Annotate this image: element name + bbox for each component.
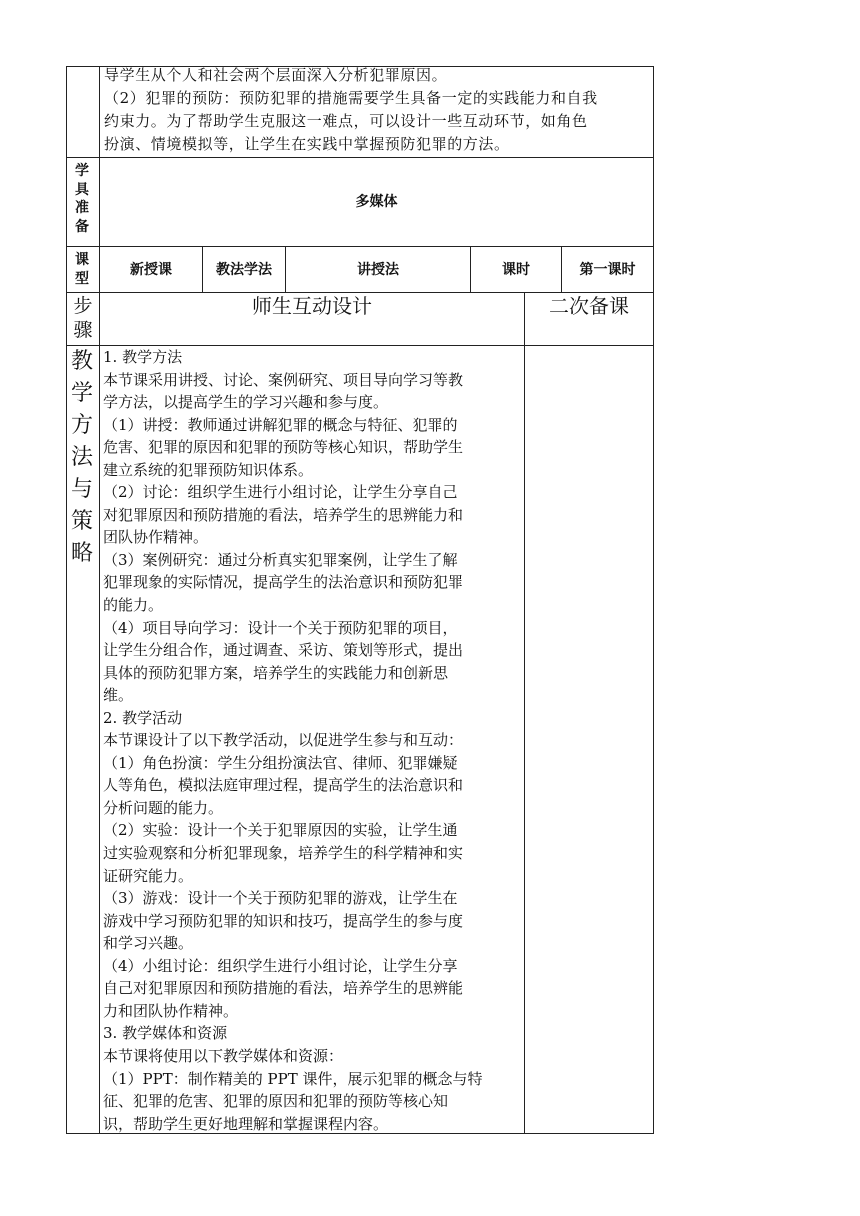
text-line: 维。 — [103, 686, 134, 705]
text-line: 学方法，以提高学生的学习兴趣和参与度。 — [103, 393, 389, 412]
text-line: 和学习兴趣。 — [103, 934, 194, 953]
materials-value: 多媒体 — [355, 194, 398, 210]
text-line: （4）小组讨论：组织学生进行小组讨论，让学生分享 — [103, 956, 458, 975]
text-line: 危害、犯罪的原因和犯罪的预防等核心知识，帮助学生 — [103, 438, 464, 457]
text-line: 对犯罪原因和预防措施的看法，培养学生的思辨能力和 — [103, 505, 464, 524]
text-line: 分析问题的能力。 — [103, 798, 224, 817]
text-line: （1）PPT：制作精美的 PPT 课件，展示犯罪的概念与特 — [103, 1069, 483, 1088]
second-prep-title: 二次备课 — [549, 294, 629, 318]
text-line: （2）犯罪的预防：预防犯罪的措施需要学生具备一定的实践能力和自我 — [104, 89, 598, 107]
text-line: 1. 教学方法 — [103, 348, 183, 366]
class-period-value: 第一课时 — [579, 262, 636, 278]
second-prep-cell[interactable] — [525, 346, 653, 1133]
teaching-method-value: 讲授法 — [357, 262, 399, 278]
text-line: 识，帮助学生更好地理解和掌握课程内容。 — [103, 1114, 389, 1133]
text-line: 2. 教学活动 — [103, 708, 183, 727]
text-line: （4）项目导向学习：设计一个关于预防犯罪的项目， — [103, 618, 458, 637]
text-line: （3）游戏：设计一个关于预防犯罪的游戏，让学生在 — [103, 889, 458, 908]
text-line: 具体的预防犯罪方案，培养学生的实践能力和创新思 — [103, 663, 449, 682]
text-line: 过实验观察和分析犯罪现象，培养学生的科学精神和实 — [103, 844, 464, 863]
text-line: （1）讲授：教师通过讲解犯罪的概念与特征、犯罪的 — [103, 415, 458, 434]
lesson-type-value: 新授课 — [130, 262, 172, 278]
text-line: 游戏中学习预防犯罪的知识和技巧，提高学生的参与度 — [103, 911, 464, 930]
steps-label: 步 骤 — [73, 295, 93, 341]
table-border-left — [66, 66, 67, 1134]
text-line: 扮演、情境模拟等，让学生在实践中掌握预防犯罪的方法。 — [104, 135, 510, 153]
text-line: 建立系统的犯罪预防知识体系。 — [103, 460, 314, 479]
text-line: 力和团队协作精神。 — [103, 1001, 239, 1020]
text-line: 团队协作精神。 — [103, 528, 209, 547]
text-line: 约束力。为了帮助学生克服这一难点，可以设计一些互动环节，如角色 — [104, 112, 588, 130]
label-column-divider — [99, 66, 100, 1134]
text-line: 征、犯罪的危害、犯罪的原因和犯罪的预防等核心知 — [103, 1092, 449, 1111]
interaction-design-title: 师生互动设计 — [252, 294, 372, 318]
text-line: 导学生从个人和社会两个层面深入分析犯罪原因。 — [104, 66, 448, 84]
text-line: 让学生分组合作，通过调查、采访、策划等形式，提出 — [103, 641, 464, 660]
materials-label: 学 具 准 备 — [75, 163, 89, 235]
row-divider — [66, 246, 654, 247]
text-line: 3. 教学媒体和资源 — [103, 1024, 228, 1043]
text-line: 本节课采用讲授、讨论、案例研究、项目导向学习等教 — [103, 370, 464, 389]
text-line: 本节课将使用以下教学媒体和资源： — [103, 1046, 344, 1065]
table-border-right — [653, 66, 654, 1134]
continued-text-cell — [104, 64, 598, 156]
text-line: （2）实验：设计一个关于犯罪原因的实验，让学生通 — [103, 821, 458, 840]
text-line: （3）案例研究：通过分析真实犯罪案例，让学生了解 — [103, 550, 458, 569]
row-divider — [66, 292, 654, 293]
text-line: 本节课设计了以下教学活动，以促进学生参与和互动： — [103, 731, 464, 750]
lesson-type-label: 课 型 — [75, 252, 89, 287]
teaching-method-label: 教法学法 — [216, 262, 272, 278]
text-line: （1）角色扮演：学生分组扮演法官、律师、犯罪嫌疑 — [103, 753, 458, 772]
text-line: （2）讨论：组织学生进行小组讨论，让学生分享自己 — [103, 483, 458, 502]
text-line: 证研究能力。 — [103, 866, 194, 885]
methods-content — [103, 346, 482, 1135]
text-line: 自己对犯罪原因和预防措施的看法，培养学生的思辨能 — [103, 979, 464, 998]
text-line: 人等角色，模拟法庭审理过程，提高学生的法治意识和 — [103, 776, 464, 795]
text-line: 犯罪现象的实际情况，提高学生的法治意识和预防犯罪 — [103, 573, 464, 592]
text-line: 的能力。 — [103, 596, 164, 615]
row-divider — [66, 157, 654, 158]
methods-strategy-label: 教 学 方 法 与 策 略 — [70, 349, 93, 566]
class-period-label: 课时 — [502, 262, 530, 278]
